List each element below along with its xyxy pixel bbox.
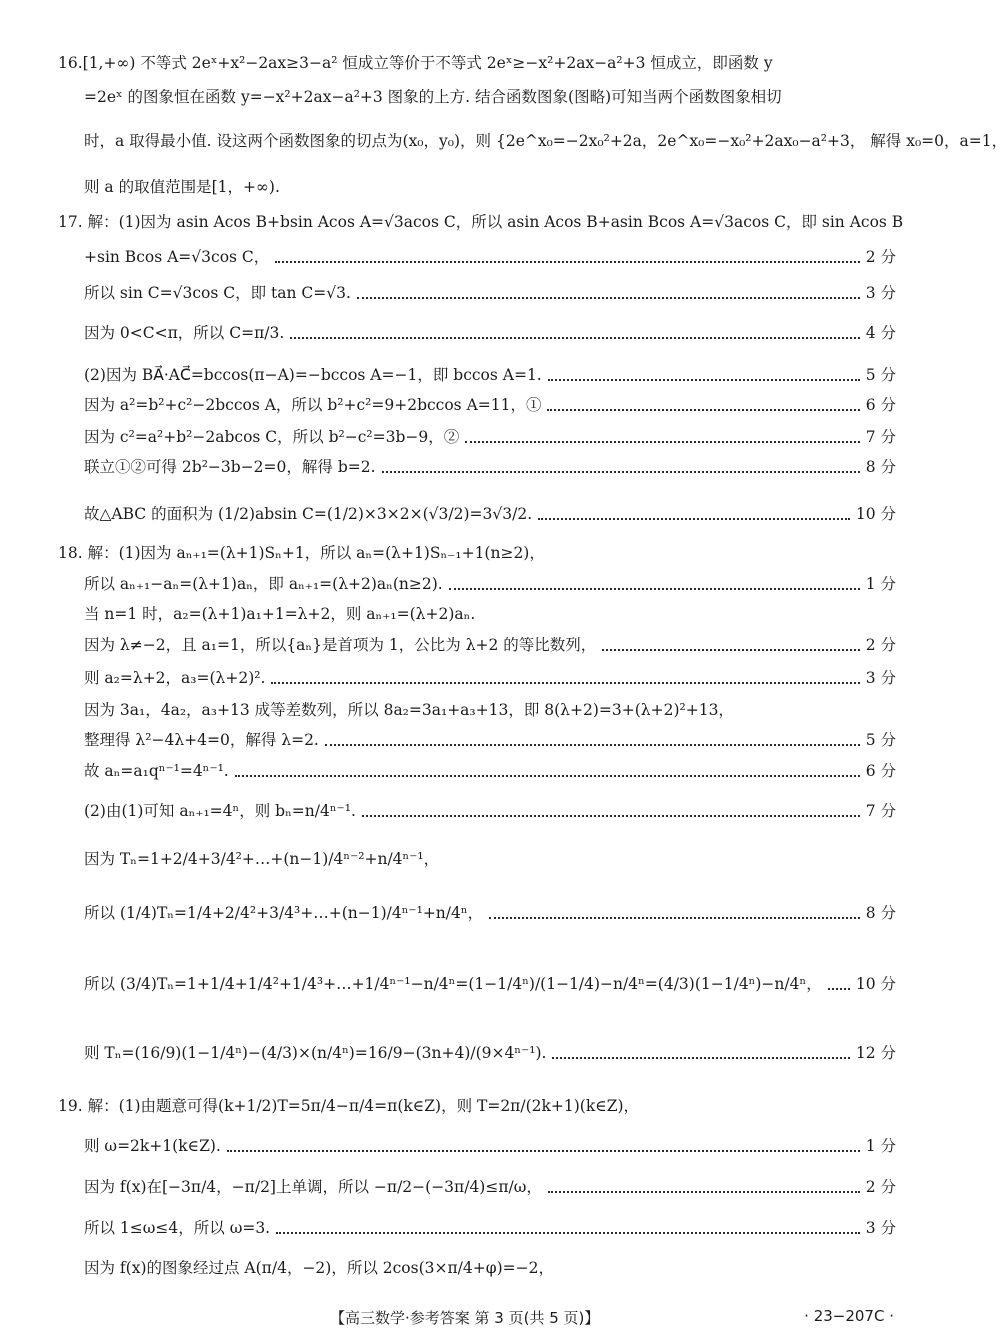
leader-dots [602, 648, 859, 651]
footer-exam-code: · 23−207C · [804, 1307, 894, 1325]
line-text: 因为 0<C<π，所以 C=π/3. [84, 324, 285, 342]
leader-dots [357, 296, 860, 299]
line-18-e [84, 669, 896, 688]
line-18-g [84, 731, 896, 750]
line-text: 19. 解：(1)由题意可得(k+1/2)T=5π/4−π/4=π(k∈Z)，则 T=2π/(2k+1)(k∈Z)， [58, 1097, 640, 1115]
line-16-d [84, 178, 896, 197]
line-text: 整理得 λ²−4λ+4=0，解得 λ=2. [84, 731, 319, 749]
page-footer [0, 1307, 950, 1331]
line-17-c [84, 284, 896, 303]
line-18-d [84, 636, 896, 655]
line-text: 所以 sin C=√3cos C，即 tan C=√3. [84, 284, 351, 302]
line-text: 17. 解：(1)因为 asin Acos B+bsin Acos A=√3acos C，所以 asin Acos B+asin Bcos A=√3acos C，即 sin Acos B [58, 213, 904, 231]
line-18-k [84, 904, 896, 923]
line-18-m [84, 1044, 896, 1063]
score-label: 8 分 [865, 458, 896, 476]
leader-dots [465, 440, 859, 443]
leader-dots [275, 260, 859, 263]
line-text: 则 ω=2k+1(k∈Z). [84, 1137, 221, 1155]
line-19-d [84, 1219, 896, 1238]
score-label: 3 分 [865, 669, 896, 687]
leader-dots [271, 681, 859, 684]
score-label: 6 分 [865, 396, 896, 414]
score-label: 10 分 [855, 505, 896, 523]
line-text: 因为 f(x)在[−3π/4，−π/2]上单调，所以 −π/2−(−3π/4)≤π/ω， [84, 1178, 542, 1196]
score-label: 7 分 [865, 802, 896, 820]
score-label: 8 分 [865, 904, 896, 922]
line-text: (2)因为 BA⃗·AC⃗=bccos(π−A)=−bccos A=−1，即 bccos A=1. [84, 366, 542, 384]
footer-page-info: 【高三数学·参考答案 第 3 页(共 5 页)】 [330, 1309, 600, 1327]
score-label: 2 分 [865, 636, 896, 654]
line-18-a [58, 544, 896, 563]
score-label: 1 分 [865, 1137, 896, 1155]
line-19-a [58, 1097, 896, 1116]
line-text: 所以 1≤ω≤4，所以 ω=3. [84, 1219, 271, 1237]
line-text: =2eˣ 的图象恒在函数 y=−x²+2ax−a²+3 图象的上方. 结合函数图象(图略)可知当两个函数图象相切 [84, 88, 782, 106]
score-label: 3 分 [865, 284, 896, 302]
line-17-b [84, 248, 896, 267]
line-18-i [84, 802, 896, 821]
line-text: 所以 (1/4)Tₙ=1/4+2/4²+3/4³+…+(n−1)/4ⁿ⁻¹+n/4ⁿ， [84, 904, 484, 922]
line-text: 因为 a²=b²+c²−2bccos A，所以 b²+c²=9+2bccos A=11，① [84, 396, 542, 414]
score-label: 4 分 [865, 324, 896, 342]
line-text: 则 a₂=λ+2，a₃=(λ+2)². [84, 669, 266, 687]
line-text: 则 Tₙ=(16/9)(1−1/4ⁿ)−(4/3)×(n/4ⁿ)=16/9−(3n+4)/(9×4ⁿ⁻¹). [84, 1044, 547, 1062]
line-16-a [58, 54, 896, 73]
score-label: 12 分 [855, 1044, 896, 1062]
line-17-e [84, 366, 896, 385]
leader-dots [552, 1056, 849, 1059]
line-18-f [84, 701, 896, 720]
score-label: 2 分 [865, 1178, 896, 1196]
line-18-c [84, 605, 896, 624]
score-label: 6 分 [865, 762, 896, 780]
line-17-h [84, 458, 896, 477]
line-text: 因为 Tₙ=1+2/4+3/4²+…+(n−1)/4ⁿ⁻²+n/4ⁿ⁻¹， [84, 850, 440, 868]
line-text: 当 n=1 时，a₂=(λ+1)a₁+1=λ+2，则 aₙ₊₁=(λ+2)aₙ. [84, 605, 476, 623]
line-18-j [84, 850, 896, 869]
line-text: 联立①②可得 2b²−3b−2=0，解得 b=2. [84, 458, 376, 476]
line-18-l [84, 975, 896, 994]
leader-dots [828, 987, 850, 990]
line-text: 时，a 取得最小值. 设这两个函数图象的切点为(x₀，y₀)，则 {2e^x₀=−2x₀²+2a，2e^x₀=−x₀²+2ax₀−a²+3， 解得 x₀=0，a=1， [84, 132, 1007, 150]
leader-dots [547, 408, 859, 411]
line-text: 因为 3a₁，4a₂，a₃+13 成等差数列，所以 8a₂=3a₁+a₃+13，即 8(λ+2)=3+(λ+2)²+13， [84, 701, 734, 719]
score-label: 7 分 [865, 428, 896, 446]
line-19-b [84, 1137, 896, 1156]
line-text: 18. 解：(1)因为 aₙ₊₁=(λ+1)Sₙ+1，所以 aₙ=(λ+1)Sₙ₋₁+1(n≥2)， [58, 544, 545, 562]
leader-dots [449, 587, 860, 590]
leader-dots [325, 743, 860, 746]
line-18-h [84, 762, 896, 781]
line-17-i [84, 505, 896, 524]
line-text: 因为 c²=a²+b²−2abcos C，所以 b²−c²=3b−9，② [84, 428, 460, 446]
line-19-c [84, 1178, 896, 1197]
score-label: 5 分 [865, 731, 896, 749]
line-17-a [58, 213, 904, 232]
line-text: 所以 (3/4)Tₙ=1+1/4+1/4²+1/4³+…+1/4ⁿ⁻¹−n/4ⁿ=(1−1/4ⁿ)/(1−1/4)−n/4ⁿ=(4/3)(1−1/4ⁿ)−n/4ⁿ， [84, 975, 822, 993]
line-text: 故△ABC 的面积为 (1/2)absin C=(1/2)×3×2×(√3/2)=3√3/2. [84, 505, 533, 523]
line-text: 则 a 的取值范围是[1，+∞). [84, 178, 280, 196]
score-label: 3 分 [865, 1219, 896, 1237]
leader-dots [235, 774, 860, 777]
leader-dots [538, 517, 850, 520]
leader-dots [548, 1190, 860, 1193]
line-17-g [84, 428, 896, 447]
leader-dots [276, 1231, 860, 1234]
leader-dots [227, 1149, 860, 1152]
line-text: +sin Bcos A=√3cos C， [84, 248, 270, 266]
leader-dots [362, 814, 860, 817]
leader-dots [290, 336, 859, 339]
score-label: 1 分 [865, 575, 896, 593]
line-19-e [84, 1259, 896, 1278]
line-17-d [84, 324, 896, 343]
line-17-f [84, 396, 896, 415]
line-text: 故 aₙ=a₁qⁿ⁻¹=4ⁿ⁻¹. [84, 762, 229, 780]
line-text: 所以 aₙ₊₁−aₙ=(λ+1)aₙ，即 aₙ₊₁=(λ+2)aₙ(n≥2). [84, 575, 443, 593]
leader-dots [382, 470, 860, 473]
leader-dots [548, 378, 860, 381]
line-16-c [84, 132, 1007, 151]
line-text: 因为 f(x)的图象经过点 A(π/4，−2)，所以 2cos(3×π/4+φ)=−2， [84, 1259, 554, 1277]
line-text: 因为 λ≠−2，且 a₁=1，所以{aₙ}是首项为 1，公比为 λ+2 的等比数列， [84, 636, 597, 654]
score-label: 5 分 [865, 366, 896, 384]
score-label: 2 分 [865, 248, 896, 266]
line-text: (2)由(1)可知 aₙ₊₁=4ⁿ，则 bₙ=n/4ⁿ⁻¹. [84, 802, 356, 820]
line-18-b [84, 575, 896, 594]
line-16-b [84, 88, 896, 107]
score-label: 10 分 [855, 975, 896, 993]
leader-dots [489, 916, 860, 919]
line-text: 16.[1,+∞) 不等式 2eˣ+x²−2ax≥3−a² 恒成立等价于不等式 2eˣ≥−x²+2ax−a²+3 恒成立，即函数 y [58, 54, 773, 72]
